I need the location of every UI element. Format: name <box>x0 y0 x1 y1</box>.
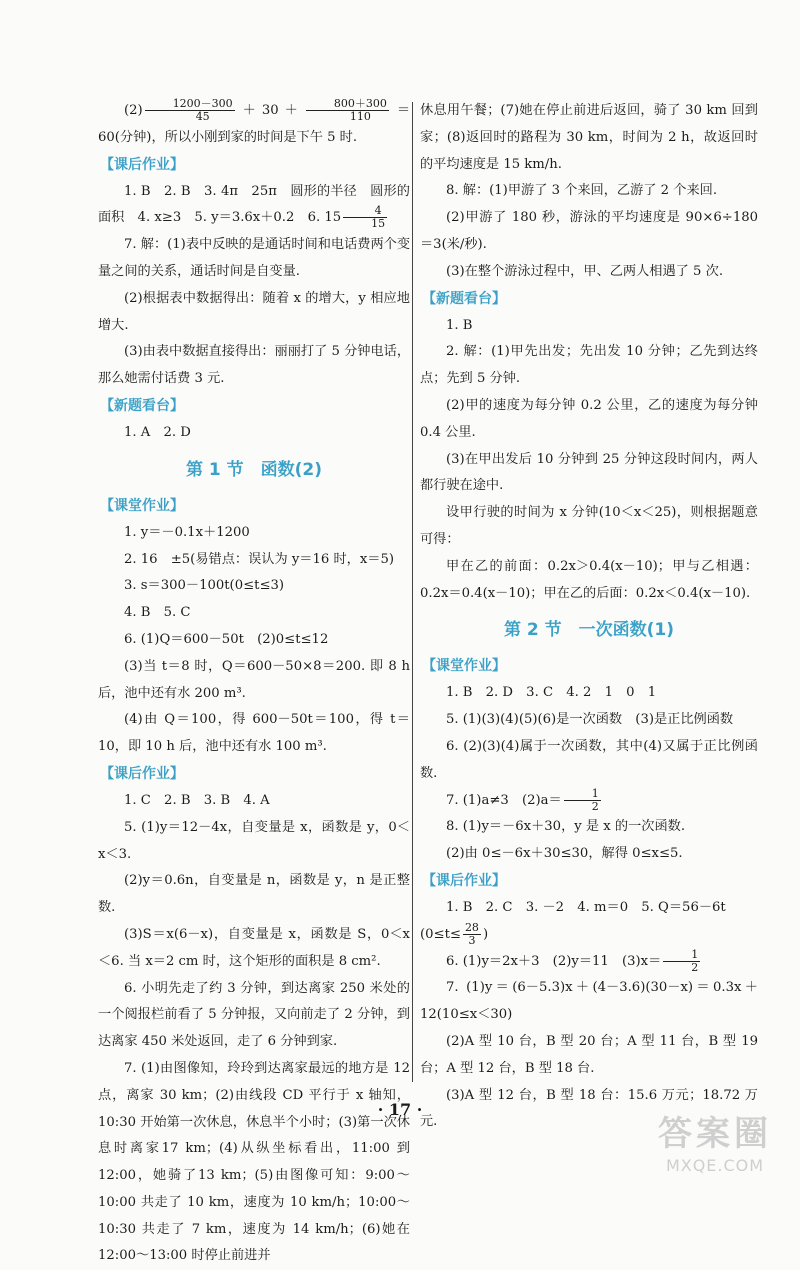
fraction-numerator: 1 <box>564 788 601 801</box>
fraction-numerator: 1200－300 <box>145 98 235 111</box>
answer-paragraph: 1. y＝－0.1x＋1200 <box>124 524 250 540</box>
page-number: · 17 · <box>377 1100 423 1119</box>
fraction-denominator: 110 <box>349 110 371 123</box>
answer-paragraph: (2)由 0≤－6x＋30≤30，解得 0≤x≤5. <box>446 846 683 862</box>
text-segment: ＝60(分钟)，所以小刚到家的时间是下午 5 时. <box>98 103 411 145</box>
answer-paragraph: 5. (1)y＝12－4x，自变量是 x，函数是 y，0＜x＜3. <box>98 819 410 862</box>
answer-paragraph: 8. (1)y＝－6x＋30，y 是 x 的一次函数. <box>446 819 686 835</box>
answer-paragraph: (3)由表中数据直接得出：丽丽打了 5 分钟电话，那么她需付话费 3 元. <box>98 344 411 387</box>
answer-paragraph: 1. A 2. D <box>124 424 191 440</box>
column-divider <box>412 102 413 1082</box>
fraction-denominator: 2 <box>691 960 699 974</box>
text-segment: ＋30＋ <box>236 103 304 118</box>
answer-paragraph: 2. 16 ±5(易错点：误认为 y＝16 时，x＝5) <box>124 551 394 567</box>
answer-paragraph: 设甲行驶的时间为 x 分钟(10＜x＜25)，则根据题意可得： <box>420 505 758 547</box>
text-segment: (2) <box>124 103 143 118</box>
answer-paragraph: (2)y＝0.6n，自变量是 n，函数是 y，n 是正整数. <box>98 873 410 916</box>
answer-paragraph: 3. s＝300－100t(0≤t≤3) <box>124 578 285 594</box>
fraction-denominator: 15 <box>371 217 386 231</box>
section-tag: 【新题看台】 <box>422 290 506 307</box>
fraction <box>145 98 235 123</box>
answer-paragraph: 7. (1)y＝(6－5.3)x＋(4－3.6)(30－x)＝0.3x＋12(10≤x＜30) <box>420 980 758 1023</box>
fraction <box>343 205 387 230</box>
answer-paragraph: (2)甲游了 180 秒，游泳的平均速度是 90×6÷180＝3(米/秒). <box>420 210 758 252</box>
answer-paragraph: 4. B 5. C <box>124 605 191 621</box>
text-segment: (0≤t≤ <box>420 926 461 942</box>
answer-paragraph <box>98 98 410 152</box>
answer-paragraph: (2)A 型 10 台，B 型 20 台；A 型 11 台，B 型 19 台；A 型 12 台，B 型 18 台. <box>420 1033 758 1076</box>
answer-paragraph: (3)S＝x(6－x)，自变量是 x，函数是 S，0＜x＜6. 当 x＝2 cm 时，这个矩形的面积是 8 cm². <box>98 926 410 969</box>
text-segment: 6. (1)y＝2x＋3 (2)y＝11 (3)x＝ <box>446 953 662 969</box>
answer-paragraph: 7. (1)由图像知，玲玲到达离家最远的地方是 12 点，离家 30 km；(2)由线段 CD 平行于 x 轴知，10:30 开始第一次休息，休息半个小时；(3)第一次休息时离家17 km；(4)从纵坐标看出，11:00 到 12:00，她骑了13 km；(5)由图像可知：9:00～10:00 共走了 10 km，速度为 10 km/h；10:00～10:30 共走了 7 km，速度为 14 km/h；(6)她在 12:00～13:00 时停止前进并 <box>98 1060 410 1264</box>
watermark-text: 答案圈 <box>658 1114 772 1154</box>
answer-paragraph: 6. (2)(3)(4)属于一次函数，其中(4)又属于正比例函数. <box>420 738 758 781</box>
answer-paragraph <box>420 788 758 815</box>
answer-paragraph: 1. B 2. D 3. C 4. 2 1 0 1 <box>446 685 657 701</box>
left-column <box>98 98 410 1270</box>
section-tag: 【课后作业】 <box>100 156 184 173</box>
section-heading: 第 2 节 一次函数(1) <box>503 620 675 641</box>
answer-paragraph: 休息用午餐；(7)她在停止前进后返回，骑了 30 km 回到家；(8)返回时的路程为 30 km，时间为 2 h，故返回时的平均速度是 15 km/h. <box>420 103 758 172</box>
answer-paragraph: 8. 解：(1)甲游了 3 个来回，乙游了 2 个来回. <box>446 183 718 199</box>
answer-paragraph: 1. B 2. C 3. －2 4. m＝0 5. Q＝56－6t <box>446 899 726 915</box>
watermark-url: MXQE.COM <box>665 1156 765 1175</box>
answer-paragraph: (2)甲的速度为每分钟 0.2 公里，乙的速度为每分钟 0.4 公里. <box>420 397 758 440</box>
section-tag: 【课堂作业】 <box>422 658 506 675</box>
answer-paragraph: 甲在乙的前面：0.2x＞0.4(x－10)；甲与乙相遇：0.2x＝0.4(x－10)；甲在乙的后面：0.2x＜0.4(x－10). <box>420 558 758 601</box>
watermark-logo <box>640 1112 790 1192</box>
answer-paragraph: (3)在整个游泳过程中，甲、乙两人相遇了 5 次. <box>446 263 724 279</box>
text-segment: 1. B 2. B 3. 4π 25π 圆形的半径 圆形的面积 4. x≥3 5. y＝3.6x＋0.2 6. 15 <box>98 183 410 226</box>
answer-paragraph: 6. (1)Q＝600－50t (2)0≤t≤12 <box>124 631 329 647</box>
section-tag: 【课后作业】 <box>422 872 506 889</box>
text-segment: 7. (1)a≠3 (2)a＝ <box>446 792 562 808</box>
fraction-numerator: 1 <box>663 949 700 962</box>
answer-paragraph <box>420 922 758 949</box>
answer-paragraph: 5. (1)(3)(4)(5)(6)是一次函数 (3)是正比例函数 <box>446 712 734 728</box>
fraction <box>463 922 481 947</box>
fraction-denominator: 3 <box>468 933 476 947</box>
answer-paragraph: (3)当 t＝8 时，Q＝600－50×8＝200. 即 8 h 后，池中还有水 200 m³. <box>98 658 410 701</box>
fraction-numerator: 800＋300 <box>306 98 389 111</box>
text-segment: ) <box>482 926 489 942</box>
answer-paragraph: (3)在甲出发后 10 分钟到 25 分钟这段时间内，两人都行驶在途中. <box>420 451 758 494</box>
fraction <box>663 949 700 974</box>
answer-paragraph <box>420 949 758 976</box>
answer-paragraph: (2)根据表中数据得出：随着 x 的增大，y 相应地增大. <box>98 290 410 333</box>
fraction <box>306 98 389 123</box>
answer-paragraph: 1. B <box>446 317 473 333</box>
section-tag: 【课堂作业】 <box>100 497 184 514</box>
fraction-numerator: 28 <box>464 920 479 934</box>
right-column <box>420 98 758 1136</box>
section-tag: 【新题看台】 <box>100 397 184 414</box>
fraction-denominator: 45 <box>195 110 210 123</box>
answer-paragraph <box>98 179 410 233</box>
fraction-denominator: 2 <box>591 799 599 813</box>
answer-paragraph: 1. C 2. B 3. B 4. A <box>124 792 270 808</box>
fraction-numerator: 4 <box>343 205 387 218</box>
answer-paragraph: (3)A 型 12 台，B 型 18 台：15.6 万元；18.72 万元. <box>420 1087 758 1130</box>
answer-paragraph: 6. 小明先走了约 3 分钟，到达离家 250 米处的一个阅报栏前看了 5 分钟报，又向前走了 2 分钟，到达离家 450 米处返回，走了 6 分钟到家. <box>98 980 410 1050</box>
answer-paragraph: 7. 解：(1)表中反映的是通话时间和电话费两个变量之间的关系，通话时间是自变量. <box>98 237 411 279</box>
fraction <box>564 788 601 813</box>
answer-paragraph: 2. 解：(1)甲先出发；先出发 10 分钟；乙先到达终点；先到 5 分钟. <box>420 344 758 387</box>
section-tag: 【课后作业】 <box>100 765 184 782</box>
section-heading: 第 1 节 函数(2) <box>185 459 323 480</box>
answer-paragraph: (4)由 Q＝100，得 600－50t＝100，得 t＝10，即 10 h 后，池中还有水 100 m³. <box>98 712 410 755</box>
